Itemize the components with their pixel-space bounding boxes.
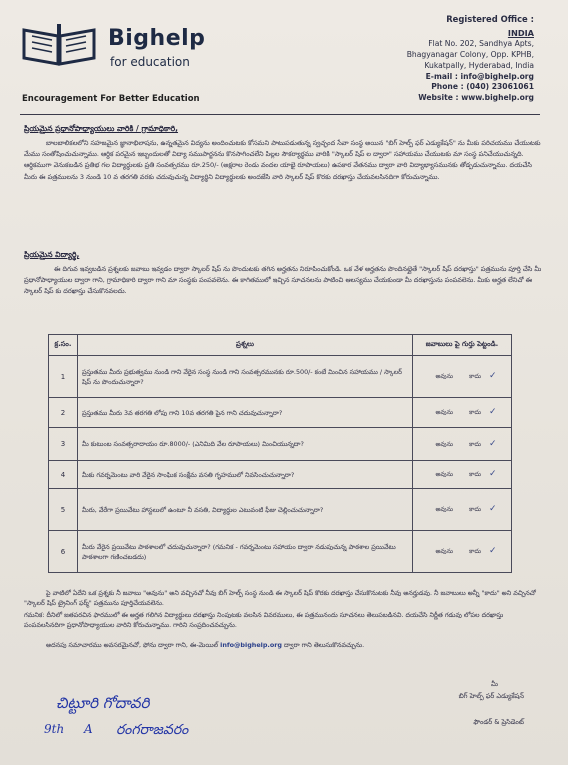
office-email: E-mail : info@bighelp.org (425, 71, 534, 81)
answer-no: కాదు (469, 440, 481, 448)
footer-paragraph-1: పై వాటిలో ఏదేని ఒక ప్రశ్నకు నీ జవాబు "అవును" అని వచ్చినచో నీవు బిగ్ హెల్ప్ సంస్థ నుండి ఈ స్కాలర్ షిప్ కొరకు దరఖాస్తు చేసుకొనుటకు నీవు అనర్హుడవు. నీ జవాబులు అన్నీ "కాదు" అని వచ్చినచో "స్కాలర్ షిప్ ట్రైనింగ్ ఫర్మ్" పత్రమును పూర్తిచేయవలెను. (24, 589, 536, 608)
instructions-paragraph: ఈ దిగువ ఇవ్వబడిన ప్రశ్నలకు జవాబు ఇవ్వడం ద్వారా స్కాలర్ షిప్ ను పొందుటకు తగిన అర్హతను నిరూపించుకోండి. ఒక వేళ అర్హతను పొందినట్లైతే "స్కాలర్ షిప్ దరఖాస్తు" పత్రమును పూర్తి చేసి మీ ప్రధానోపాధ్యాయుల ద్వారా గాని, గ్రామాధికారి ద్వారా గాని మా సంస్థకు పంపవలెను. ఈ కాగితములో ఇచ్చిన సూచనలను పాటించి ఆలస్యము చేయకుండా మీ దరఖాస్తును పంపవలెను. మీకు అర్హత లేనిచో ఈ స్కాలర్ షిప్ కు దరఖాస్తు చేసుకొనవలదు. (24, 265, 542, 296)
tick-mark-icon: ✓ (488, 504, 497, 514)
table-row (49, 356, 512, 398)
registered-office-block (407, 14, 534, 104)
col-header-answer: జవాబులు పై గుర్తు పెట్టండి. (413, 335, 512, 356)
answer-cell (413, 489, 512, 531)
handwritten-student-name: చిట్టూరి గోదావరి (56, 694, 150, 712)
brand-subtitle: for education (110, 55, 190, 69)
row-question: ప్రస్తుతము మీరు ప్రభుత్వము నుండి గాని వేరైన సంస్థ నుండి గాని సంవత్సరమునకు రూ.500/- కంటే మించిన సహాయము / స్కాలర్ షిప్ ను పొందుచున్నారా? (78, 356, 413, 398)
answer-yes: అవును (435, 373, 454, 380)
tick-mark-icon: ✓ (488, 407, 497, 417)
table-row (49, 531, 512, 573)
answer-cell (413, 356, 512, 398)
table-row (49, 428, 512, 461)
footer-contact (24, 640, 544, 650)
open-book-pen-logo-icon (20, 22, 98, 68)
row-question: ప్రస్తుతము మీరు 3వ తరగతి లోపు గాని 10వ తరగతి పైన గాని చదువుచున్నారా? (78, 398, 413, 428)
intro-paragraph: బాలబాలికలలోని సహజమైన జ్ఞానాభిలాషను, ఉన్నతమైన విద్యను అందించుటకు కోసమని పాటుపడుతున్న స్వచ్ఛంద సేవా సంస్థ అయిన "బిగ్ హెల్ప్ ఫర్ ఎడ్యుకేషన్" ను మీకు పరిచయము చేయుటకు మేము సంతోషించుచున్నాము. ఆర్థిక పరమైన ఇబ్బందులతో విద్యా సముపార్జనను కొనసాగించలేని పిల్లల సౌకర్యార్థము వారికి "స్కాలర్ షిప్ ల ద్వారా" సహాయము చేయుటకు మా సంస్థ పనిచేయుచున్నది. ఆర్థికముగా వెనుకబడిన ప్రతిభ గల విద్యార్థులకు ప్రతి సంవత్సరము రూ.250/- (అక్షరాల రెండు వందల యాభై రూపాయలు) ఉపకార వేతనము ద్వారా వారి విద్యాభ్యాసమునకు తోడ్పడుచున్నాము. దయచేసి మీరు ఈ పత్రములను 3 నుండి 10 వ తరగతి వరకు చదువుచున్న విద్యార్థిని విద్యార్థులకు అందజేసి వారి స్కాలర్ షిప్ కొరకు దరఖాస్తు చేయవలసినదిగా కోరుచున్నాము. (24, 139, 541, 181)
row-question: మీరు, వేరేగా ప్రయివేటు హాస్టలులో ఉంటూ నీ వసతి, విద్యార్థుల ఎటువంటి ఫీజు చెల్లించుచున్నారా? (78, 489, 413, 531)
row-question: మీ కుటుంబ సంవత్సరాదాయం రూ.8000/- (ఎనిమిది వేల రూపాయలు) మించియున్నదా? (78, 428, 413, 461)
row-question: మీరు వేరైన ప్రయివేటు పాఠశాలలో చదువుచున్నారా? (గమనిక - గవర్నమెంటు సహాయం ద్వారా నడుపుచున్న పాఠశాల ప్రయివేటు పాఠశాలగా గణించబడదు) (78, 531, 413, 573)
salutation: ప్రియమైన ప్రధానోపాధ్యాయులు వారికి / గ్రామాధికారి, (24, 124, 179, 133)
brand-name: Bighelp (108, 26, 206, 51)
office-phone: Phone : (040) 23061061 (431, 82, 534, 92)
answer-yes: అవును (435, 471, 454, 478)
signature-for: మీ (491, 680, 498, 688)
answer-yes: అవును (435, 409, 454, 416)
handwritten-village: రంగరాజవరం (116, 722, 189, 738)
contact-text-after: ద్వారా గాని తెలుసుకొనవచ్చును. (284, 641, 365, 649)
handwritten-class: 9th (44, 722, 65, 736)
table-row (49, 489, 512, 531)
row-question: మీకు గవర్నమెంటు వారి వేరైన సాంఘిక సంక్షేమ వసతి గృహములో నివసించుచున్నారా? (78, 461, 413, 489)
table-header-row (49, 335, 512, 356)
row-number: 3 (49, 428, 78, 461)
handwritten-section: A (84, 722, 93, 736)
signature-role: ఫౌండర్ & ప్రెసిడెంట్ (473, 718, 524, 726)
tick-mark-icon: ✓ (488, 371, 497, 381)
table-row (49, 461, 512, 489)
contact-email-link[interactable]: info@bighelp.org (220, 641, 282, 649)
answer-cell (413, 461, 512, 489)
row-number: 5 (49, 489, 78, 531)
tagline: Encouragement For Better Education (22, 94, 200, 104)
tick-mark-icon: ✓ (488, 438, 497, 449)
row-number: 4 (49, 461, 78, 489)
office-country: INDIA (507, 27, 534, 38)
footer-note: గమనిక: దీనిలో జతపరచిన ఫారములో ఈ అర్హత గలిగిన విద్యార్థులు దరఖాస్తు నింపుటకు వలసిన వివరములు, ఈ పత్రమునందు సూచనలు తెలుపబడినవి. దయచేసి నిర్ణీత గడువు లోపల దరఖాస్తు పంపవలసినదిగా ప్రధానోపాధ్యాయుల వారిని కోరుచున్నాము. గారిని సంప్రదించవచ్చును. (24, 611, 504, 630)
col-header-question: ప్రశ్నలు (78, 335, 413, 356)
answer-no: కాదు (469, 548, 481, 555)
office-heading: Registered Office : (446, 14, 534, 24)
answer-no: కాదు (469, 409, 481, 416)
signature-org: బిగ్ హెల్ప్ ఫర్ ఎడ్యుకేషన్ (458, 692, 524, 700)
answer-no: కాదు (469, 506, 481, 513)
office-line: Bhagyanagar Colony, Opp. KPHB, (406, 49, 534, 59)
row-number: 1 (49, 356, 78, 398)
table-row (49, 398, 512, 428)
answer-yes: అవును (435, 548, 454, 555)
row-number: 6 (49, 531, 78, 573)
answer-cell (413, 428, 512, 461)
header-divider (20, 114, 540, 115)
office-website: Website : www.bighelp.org (418, 93, 534, 103)
answer-yes: అవును (435, 506, 454, 513)
office-line: Kukatpally, Hyderabad, India (424, 60, 534, 70)
signature-block (459, 678, 524, 728)
contact-text-before: అదనపు సమాచారము అవసరమైనచో, ఫోను ద్వారా గాని, ఈ-మెయిల్ (46, 641, 219, 649)
answer-cell (413, 398, 512, 428)
col-header-serial: క్ర.సం. (49, 335, 78, 356)
answer-cell (413, 531, 512, 573)
row-number: 2 (49, 398, 78, 428)
tick-mark-icon: ✓ (488, 546, 497, 556)
answer-no: కాదు (469, 373, 481, 380)
answer-no: కాదు (469, 471, 481, 478)
eligibility-table (48, 334, 512, 573)
student-salutation: ప్రియమైన విద్యార్థి, (24, 250, 80, 259)
tick-mark-icon: ✓ (488, 469, 497, 479)
answer-yes: అవును (435, 440, 454, 448)
office-line: Flat No. 202, Sandhya Apts, (428, 38, 534, 48)
